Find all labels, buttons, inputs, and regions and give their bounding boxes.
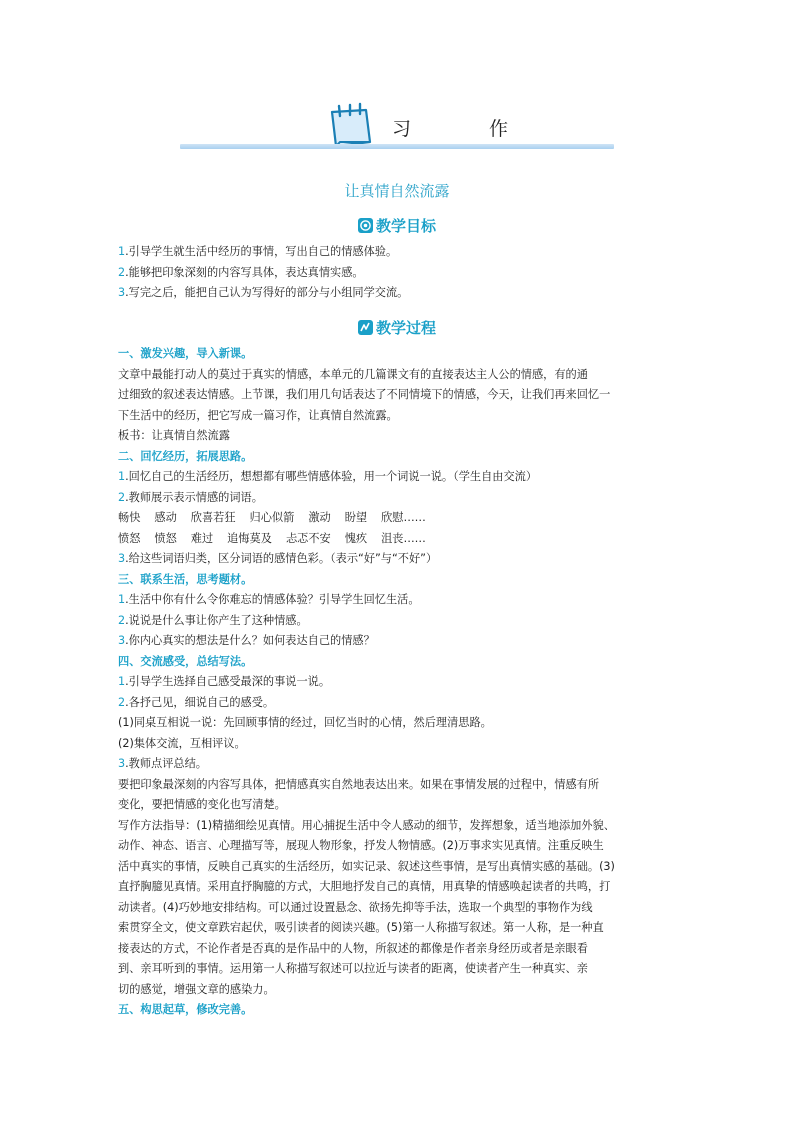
goals-heading [0, 215, 794, 236]
list-item: 2.说说是什么事让你产生了这种情感。 [118, 613, 308, 627]
process-body [118, 344, 678, 1021]
target-icon [358, 218, 373, 233]
sub-item: (1)同桌互相说一说：先回顾事情的经过，回忆当时的心情，然后理清思路。 [118, 716, 492, 729]
board-text: 板书：让真情自然流露 [118, 429, 230, 442]
list-item: 1.引导学生选择自己感受最深的事说一说。 [118, 675, 331, 688]
goals-heading-text: 教学目标 [375, 217, 436, 235]
list-item: 1.回忆自己的生活经历，想想都有哪些情感体验，用一个词说一说。（学生自由交流） [118, 470, 538, 483]
process-heading [0, 317, 794, 338]
list-item: 1.引导学生就生活中经历的事情，写出自己的情感体验。 [118, 245, 398, 258]
paragraph-line: 切的感觉，增强文章的感染力。 [118, 982, 275, 996]
list-item: 2.教师展示表示情感的词语。 [118, 490, 263, 504]
paragraph-line: 接表达的方式，不论作者是否真的是作品中的人物，所叙述的都像是作者亲身经历或者是亲眼看 [118, 941, 588, 955]
paragraph-line: 到、亲耳听到的事情。运用第一人称描写叙述可以拉近与读者的距离，使读者产生一种真实、亲 [118, 962, 588, 975]
list-item: 3.教师点评总结。 [118, 757, 207, 770]
paragraph-line: 直抒胸臆见真情。采用直抒胸臆的方式，大胆地抒发自己的真情，用真挚的情感唤起读者的共鸣，打 [118, 880, 611, 893]
paragraph-line: 下生活中的经历，把它写成一篇习作，让真情自然流露。 [118, 408, 398, 422]
paragraph-line: 变化，要把情感的变化也写清楚。 [118, 798, 286, 811]
paragraph-line: 动作、神态、语言、心理描写等，展现人物形象，抒发人物情感。(2)万事求实见真情。注重反映生 [118, 839, 604, 852]
list-item: 1.生活中你有什么令你难忘的情感体验？引导学生回忆生活。 [118, 593, 420, 606]
paragraph-line: 要把印象最深刻的内容写具体，把情感真实自然地表达出来。如果在事情发展的过程中，情感有所 [118, 777, 600, 791]
lesson-title: 让真情自然流露 [344, 182, 450, 200]
step-title: 五、构思起草，修改完善。 [118, 1003, 253, 1016]
paragraph-line: 活中真实的事情，反映自己真实的生活经历，如实记录、叙述这些事情，是写出真情实感的基础。(3) [118, 859, 615, 873]
process-heading-text: 教学过程 [375, 319, 436, 337]
page-title: 习 作 [392, 118, 545, 140]
goals-list [118, 242, 678, 304]
sub-item: (2)集体交流，互相评议。 [118, 736, 246, 750]
header-rule [180, 144, 614, 149]
step-title: 三、联系生活，思考题材。 [118, 572, 253, 586]
step-title: 一、激发兴趣，导入新课。 [118, 347, 253, 360]
page-header [180, 102, 614, 154]
emotion-words-row: 畅快 感动 欣喜若狂 归心似箭 激动 盼望 欣慰…… [118, 511, 426, 524]
paragraph-line: 过细致的叙述表达情感。上节课，我们用几句话表达了不同情境下的情感，今天，让我们再来回忆一 [118, 388, 611, 401]
step-title: 二、回忆经历，拓展思路。 [118, 449, 253, 463]
paragraph-line: 写作方法指导：(1)精描细绘见真情。用心捕捉生活中令人感动的细节，发挥想象，适当地添加外貌、 [118, 818, 615, 832]
list-item: 3.写完之后，能把自己认为写得好的部分与小组同学交流。 [118, 286, 409, 299]
step-title: 四、交流感受，总结写法。 [118, 654, 253, 668]
paragraph-line: 文章中最能打动人的莫过于真实的情感，本单元的几篇课文有的直接表达主人公的情感，有的通 [118, 367, 588, 381]
paragraph-line: 索贯穿全文，使文章跌宕起伏，吸引读者的阅读兴趣。(5)第一人称描写叙述。第一人称，是一种直 [118, 921, 604, 934]
emotion-words-row: 愤怒 愤怒 难过 追悔莫及 忐忑不安 愧疚 沮丧…… [118, 531, 426, 545]
list-item: 3.给这些词语归类，区分词语的感情色彩。（表示“好”与“不好”） [118, 552, 438, 565]
list-item: 3.你内心真实的想法是什么？如何表达自己的情感？ [118, 634, 375, 647]
list-item: 2.各抒己见，细说自己的感受。 [118, 695, 275, 709]
notebook-icon [326, 102, 374, 148]
pen-icon [358, 320, 373, 335]
list-item: 2.能够把印象深刻的内容写具体，表达真情实感。 [118, 265, 364, 279]
paragraph-line: 动读者。(4)巧妙地安排结构。可以通过设置悬念、欲扬先抑等手法，选取一个典型的事物作为线 [118, 900, 593, 914]
